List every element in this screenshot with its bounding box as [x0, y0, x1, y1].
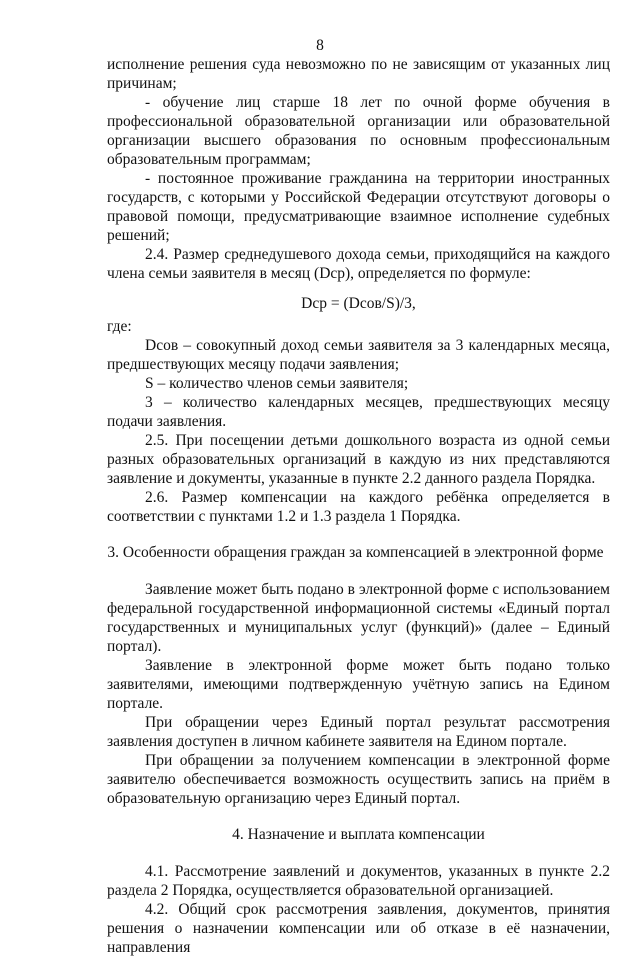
formula: Dср = (Dсов/S)/3,: [301, 295, 416, 312]
paragraph: 2.5. При посещении детьми дошкольного возраста из одной семьи разных образовательных организаций в каждую из них представляются заявление и документы, указанные в пункте 2.2 данного раздела Порядка.: [107, 432, 610, 487]
paragraph: Заявление может быть подано в электронной форме с использованием федеральной государственной информационной системы «Единый портал государственных и муниципальных услуг (функций)» (далее – Единый портал).: [107, 581, 610, 655]
page-number: 8: [316, 37, 324, 54]
list-item: - постоянное проживание гражданина на территории иностранных государств, с которыми у Российской Федерации отсутствуют договоры о правовой помощи, предусматривающие взаимное исполнение судебных решений;: [107, 170, 610, 244]
definition-item: 3 – количество календарных месяцев, предшествующих месяцу подачи заявления.: [107, 394, 610, 430]
list-item: - обучение лиц старше 18 лет по очной форме обучения в профессиональной образовательной организации или образовательной организации высшего образования по основным профессиональным образовательным программам;: [107, 94, 610, 168]
paragraph: исполнение решения суда невозможно по не зависящим от указанных лиц причинам;: [107, 56, 610, 92]
paragraph: 4.1. Рассмотрение заявлений и документов, указанных в пункте 2.2 раздела 2 Порядка, осуществляется образовательной организацией.: [107, 863, 610, 899]
where-label: где:: [107, 318, 132, 335]
section-heading: 4. Назначение и выплата компенсации: [232, 826, 485, 843]
document-body: [107, 55, 610, 957]
section-heading: 3. Особенности обращения граждан за компенсацией в электронной форме: [107, 544, 604, 561]
definition-item: S – количество членов семьи заявителя;: [145, 375, 409, 392]
paragraph: 4.2. Общий срок рассмотрения заявления, документов, принятия решения о назначении компенсации или об отказе в её назначении, направления: [107, 901, 610, 956]
definition-item: Dсов – совокупный доход семьи заявителя за 3 календарных месяца, предшествующих месяцу подачи заявления;: [107, 337, 610, 373]
paragraph: Заявление в электронной форме может быть подано только заявителями, имеющими подтвержденную учётную запись на Едином портале.: [107, 657, 610, 712]
paragraph: При обращении через Единый портал результат рассмотрения заявления доступен в личном кабинете заявителя на Едином портале.: [107, 714, 610, 750]
paragraph: При обращении за получением компенсации в электронной форме заявителю обеспечивается возможность осуществить запись на приём в образовательную организацию через Единый портал.: [107, 752, 610, 807]
paragraph: 2.4. Размер среднедушевого дохода семьи, приходящийся на каждого члена семьи заявителя в месяц (Dср), определяется по формуле:: [107, 246, 610, 282]
paragraph: 2.6. Размер компенсации на каждого ребёнка определяется в соответствии с пунктами 1.2 и 1.3 раздела 1 Порядка.: [107, 489, 610, 525]
